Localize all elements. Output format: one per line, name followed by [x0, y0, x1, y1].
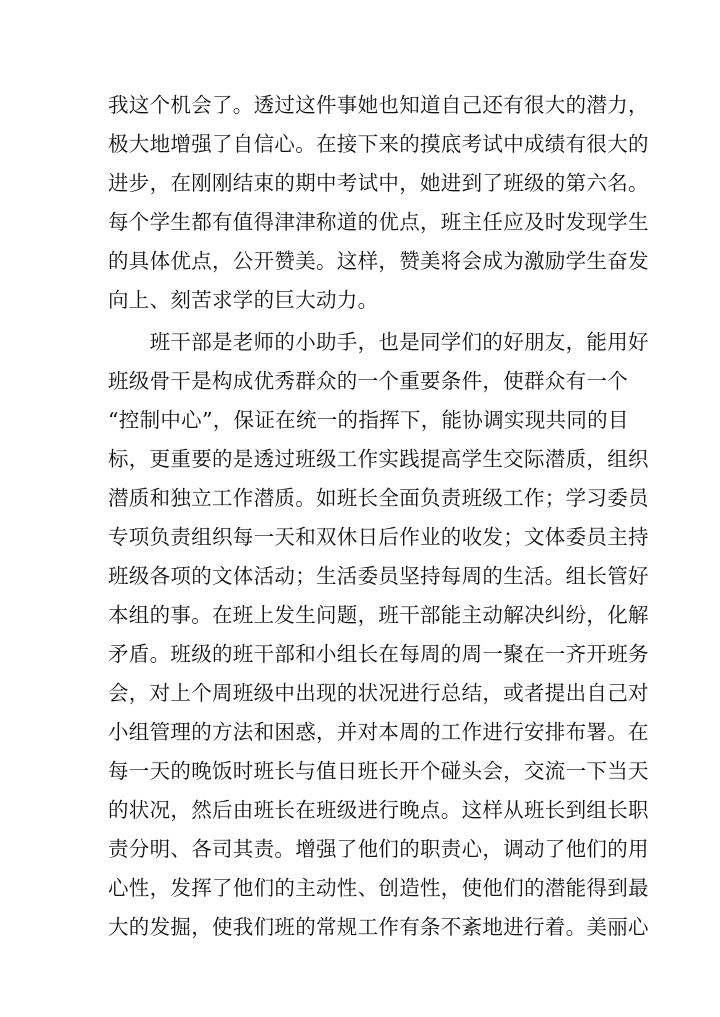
text-line: 向上、刻苦求学的巨大动力。 [108, 288, 379, 312]
text-line: 每个学生都有值得津津称道的优点，班主任应及时发现学生 [108, 210, 649, 234]
text-line: 矛盾。班级的班干部和小组长在每周的周一聚在一齐开班务 [108, 642, 649, 666]
text-line: 小组管理的方法和困惑，并对本周的工作进行安排布署。在 [108, 720, 649, 744]
text-line: 本组的事。在班上发生问题，班干部能主动解决纠纷，化解 [108, 603, 649, 627]
text-line: 的具体优点，公开赞美。这样，赞美将会成为激励学生奋发 [108, 249, 649, 273]
text-line: 标，更重要的是透过班级工作实践提高学生交际潜质，组织 [108, 447, 649, 471]
text-line: 心性，发挥了他们的主动性、创造性，使他们的潜能得到最 [108, 876, 649, 900]
text-line: 专项负责组织每一天和双休日后作业的收发；文体委员主持 [108, 525, 649, 549]
text-line: 责分明、各司其责。增强了他们的职责心，调动了他们的用 [108, 837, 649, 861]
text-line: 极大地增强了自信心。在接下来的摸底考试中成绩有很大的 [108, 132, 649, 156]
text-line: “控制中心”，保证在统一的指挥下，能协调实现共同的目 [108, 408, 629, 432]
text-line: 会，对上个周班级中出现的状况进行总结，或者提出自己对 [108, 681, 649, 705]
text-line: 我这个机会了。透过这件事她也知道自己还有很大的潜力， [108, 93, 649, 117]
text-line: 每一天的晚饭时班长与值日班长开个碰头会，交流一下当天 [108, 759, 649, 783]
text-line: 班级各项的文体活动；生活委员坚持每周的生活。组长管好 [108, 564, 649, 588]
text-line: 的状况，然后由班长在班级进行晚点。这样从班长到组长职 [108, 798, 649, 822]
text-line: 潜质和独立工作潜质。如班长全面负责班级工作；学习委员 [108, 486, 649, 510]
text-line: 班级骨干是构成优秀群众的一个重要条件，使群众有一个 [108, 369, 628, 393]
body-text [108, 86, 649, 947]
text-line: 大的发掘，使我们班的常规工作有条不紊地进行着。美丽心 [108, 915, 649, 939]
text-line: 进步，在刚刚结束的期中考试中，她进到了班级的第六名。 [108, 171, 649, 195]
text-line: 班干部是老师的小助手，也是同学们的好朋友，能用好 [108, 330, 649, 354]
